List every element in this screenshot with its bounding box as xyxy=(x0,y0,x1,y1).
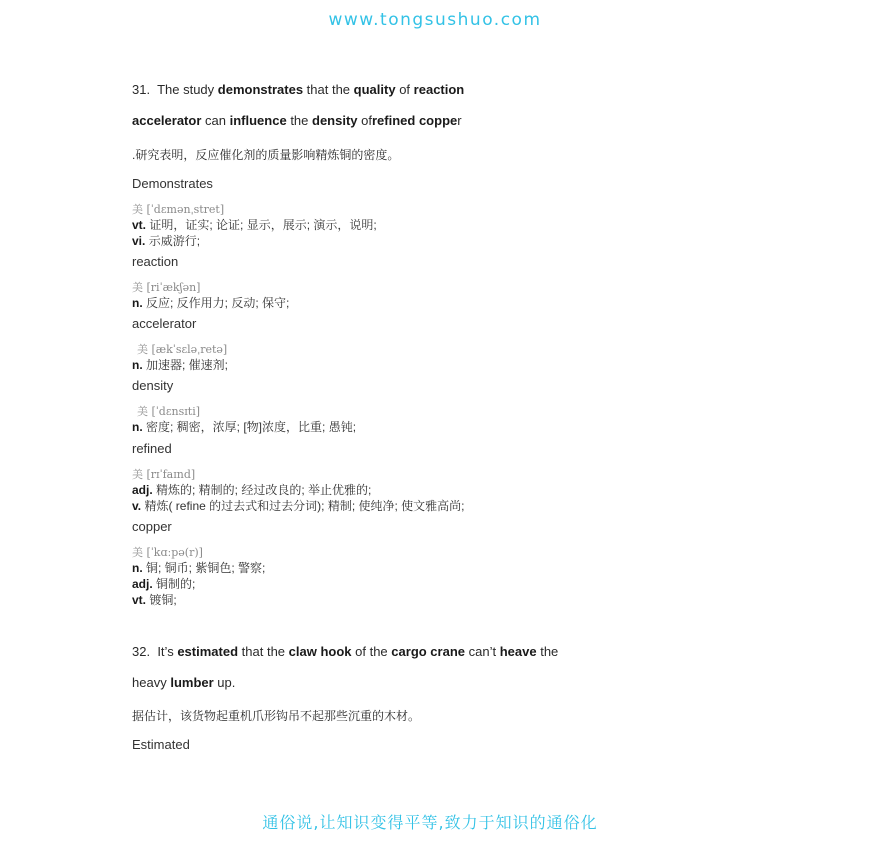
vocab-definition xyxy=(132,497,465,514)
q32-keyword: heave xyxy=(499,644,537,659)
q31-keyword: density xyxy=(312,113,358,128)
vocab-definition xyxy=(132,418,356,435)
q31-keyword: demonstrates xyxy=(217,82,304,97)
definition-text: 反应; 反作用力; 反动; 保守; xyxy=(146,296,290,310)
q32-text: can’t xyxy=(468,644,497,659)
vocab-phonetic: 美 [riˈækʃən] xyxy=(132,281,201,294)
part-of-speech: v. xyxy=(132,499,142,513)
vocab-definition xyxy=(132,232,200,249)
q32-text: heavy xyxy=(132,675,167,690)
definition-text: 铜; 铜币; 紫铜色; 警察; xyxy=(146,561,266,575)
q31-number: 31. xyxy=(132,82,151,97)
part-of-speech: adj. xyxy=(132,483,153,497)
vocab-phonetic: 美 [ˈdɛmənˌstret] xyxy=(132,203,225,216)
definition-text: 精炼的; 精制的; 经过改良的; 举止优雅的; xyxy=(156,483,372,497)
definition-text: 精炼( refine 的过去式和过去分词); 精制; 使纯净; 使文雅高尚; xyxy=(144,499,465,513)
vocab-phonetic: 美 [rɪˈfaɪnd] xyxy=(132,468,196,481)
vocab-phonetic: 美 [ˈdɛnsɪti] xyxy=(137,405,201,418)
q32-sentence-line2 xyxy=(132,675,235,690)
definition-text: 加速器; 催速剂; xyxy=(146,358,229,372)
q31-sentence-line2 xyxy=(132,113,462,128)
q32-keyword: claw hook xyxy=(288,644,352,659)
vocab-word: refined xyxy=(132,441,172,456)
definition-text: 密度; 稠密，浓厚; [物]浓度，比重; 愚钝; xyxy=(146,420,357,434)
q31-text: of xyxy=(361,113,372,128)
part-of-speech: n. xyxy=(132,296,143,310)
q31-translation: .研究表明，反应催化剂的质量影响精炼铜的密度。 xyxy=(132,148,400,162)
q32-text: that the xyxy=(241,644,286,659)
definition-text: 证明，证实; 论证; 显示，展示; 演示，说明; xyxy=(149,218,377,232)
definition-text: 镀铜; xyxy=(149,593,177,607)
q32-number: 32. xyxy=(132,644,151,659)
q31-text: The study xyxy=(157,82,215,97)
footer-slogan: 通俗说,让知识变得平等,致力于知识的通俗化 xyxy=(262,813,598,832)
vocab-definition xyxy=(132,559,265,576)
part-of-speech: vt. xyxy=(132,218,147,232)
vocab-phonetic: 美 [ækˈsɛləˌretə] xyxy=(137,343,228,356)
q32-sentence-line1 xyxy=(132,644,558,659)
definition-text: 示威游行; xyxy=(148,234,201,248)
q31-sentence-line1 xyxy=(132,82,464,97)
vocab-word: Estimated xyxy=(132,737,190,752)
q31-text: can xyxy=(205,113,226,128)
definition-text: 铜制的; xyxy=(156,577,196,591)
q31-text: r xyxy=(457,113,462,128)
part-of-speech: n. xyxy=(132,358,143,372)
q31-keyword: quality xyxy=(353,82,396,97)
q31-keyword: accelerator xyxy=(132,113,202,128)
vocab-definition xyxy=(132,481,371,498)
q32-text: It’s xyxy=(157,644,174,659)
vocab-definition xyxy=(132,356,228,373)
part-of-speech: vi. xyxy=(132,234,146,248)
q32-keyword: cargo crane xyxy=(391,644,465,659)
header-url[interactable]: www.tongsushuo.com xyxy=(328,10,542,30)
q32-keyword: lumber xyxy=(170,675,214,690)
q31-keyword: refined coppe xyxy=(372,113,458,128)
q31-keyword: reaction xyxy=(413,82,465,97)
q31-text: of xyxy=(399,82,411,97)
part-of-speech: n. xyxy=(132,561,143,575)
q31-keyword: influence xyxy=(229,113,287,128)
vocab-definition xyxy=(132,591,177,608)
q31-text: that the xyxy=(306,82,351,97)
q32-translation: 据估计，该货物起重机爪形钩吊不起那些沉重的木材。 xyxy=(132,709,421,723)
vocab-word: Demonstrates xyxy=(132,176,213,191)
vocab-definition xyxy=(132,294,289,311)
part-of-speech: adj. xyxy=(132,577,153,591)
part-of-speech: n. xyxy=(132,420,143,434)
q32-text: the xyxy=(540,644,559,659)
q32-keyword: estimated xyxy=(177,644,239,659)
vocab-definition xyxy=(132,575,195,592)
vocab-word: reaction xyxy=(132,254,179,269)
vocab-word: copper xyxy=(132,519,172,534)
vocab-word: accelerator xyxy=(132,316,197,331)
q31-text: the xyxy=(290,113,309,128)
vocab-word: density xyxy=(132,378,174,393)
q32-text: up. xyxy=(217,675,236,690)
q32-text: of the xyxy=(355,644,388,659)
vocab-definition xyxy=(132,216,377,233)
vocab-phonetic: 美 [ˈkɑːpə(r)] xyxy=(132,546,203,559)
part-of-speech: vt. xyxy=(132,593,147,607)
